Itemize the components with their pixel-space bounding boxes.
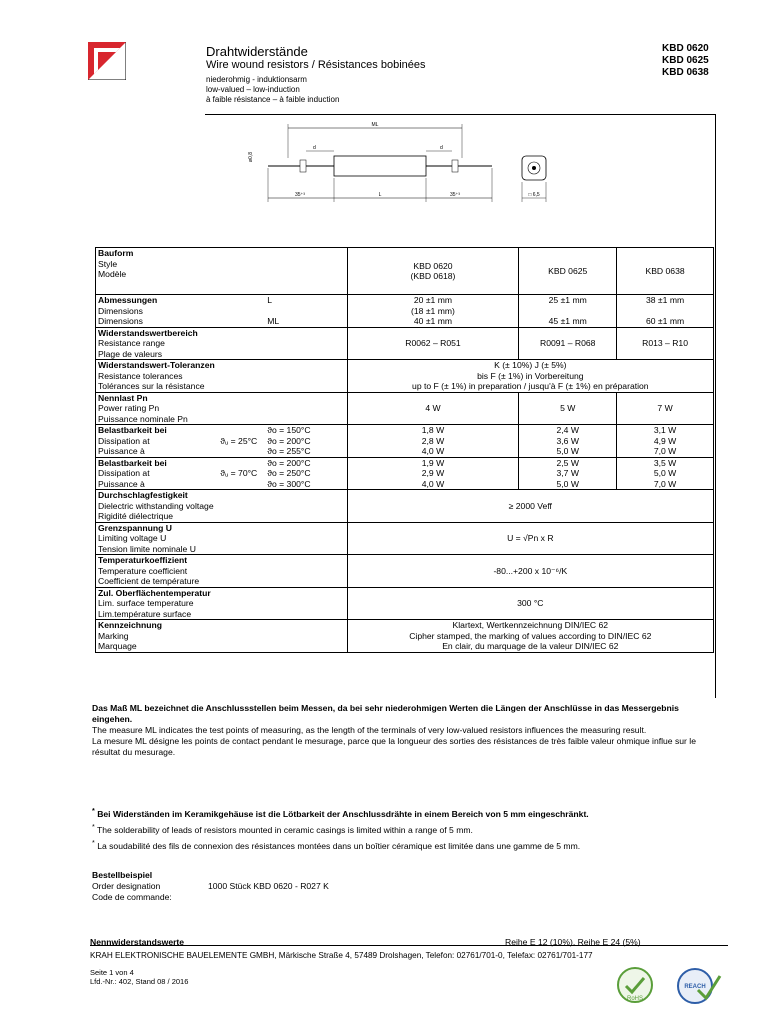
cell-text: 5,0 W	[556, 478, 579, 489]
cell-text: 45 ±1 mm	[548, 316, 587, 326]
cell: KBD 0638	[617, 248, 714, 295]
row-label-en: Lim. surface temperature	[98, 598, 194, 608]
solder-note	[92, 806, 714, 852]
cell	[265, 295, 347, 328]
cell: U = √Pn x R	[347, 522, 713, 555]
frame-right-line	[715, 114, 716, 698]
row-label: Durchschlagfestigkeit	[98, 490, 188, 500]
cell: R013 – R10	[617, 327, 714, 360]
row-label: Widerstandswertbereich	[98, 327, 198, 338]
cell-text: 4,0 W	[421, 446, 445, 456]
cell-text: 38 ±1 mm	[645, 295, 685, 305]
cell-text: 3,5 W	[653, 457, 677, 468]
row-label-fr: Coefficient de température	[98, 576, 200, 586]
cell-text: 25 ±1 mm	[548, 295, 587, 305]
desc-fr: à faible résistance – à faible induction	[206, 95, 340, 104]
row-label-en: Style	[98, 258, 118, 269]
row-label-en: Resistance tolerances	[98, 370, 183, 381]
cell-text: Klartext, Wertkennzeichnung DIN/IEC 62	[452, 620, 609, 630]
product-code: KBD 0638	[662, 67, 709, 78]
cell	[347, 457, 519, 490]
series-label: Reihe E 12 (10%), Reihe E 24 (5%)	[505, 937, 641, 947]
cell: -80...+200 x 10⁻⁶/K	[347, 555, 713, 588]
row-label-en: Power rating Pn	[98, 403, 160, 413]
row-label: Zul. Oberflächentemperatur	[98, 587, 211, 598]
product-codes	[662, 43, 709, 79]
table-row	[96, 392, 714, 425]
cell	[265, 425, 347, 458]
table-row	[96, 327, 714, 360]
cell: KBD 0625	[519, 248, 617, 295]
lead-right-label: 35⁺³	[450, 192, 460, 198]
cell	[96, 522, 348, 555]
product-code: KBD 0620	[662, 43, 709, 54]
row-label-fr: Plage de valeurs	[98, 348, 163, 359]
nominal-values-label: Nennwiderstandswerte	[90, 937, 185, 947]
cell	[347, 360, 713, 393]
page-subtitle: Wire wound resistors / Résistances bobinées	[206, 59, 426, 71]
table-row	[96, 522, 714, 555]
rohs-icon	[616, 966, 654, 1004]
page-title: Drahtwiderstände	[206, 44, 308, 59]
cell-text: ϑo = 250°C	[267, 468, 311, 478]
cell: R0062 – R051	[347, 327, 519, 360]
reach-icon	[676, 966, 724, 1006]
footnote-marker: *	[92, 807, 95, 815]
row-label-en: Limiting voltage U	[98, 533, 167, 543]
row-label-en: Dimensions	[98, 305, 143, 316]
cell	[347, 620, 713, 653]
cell: R0091 – R068	[519, 327, 617, 360]
row-label: Temperaturkoeffizient	[98, 555, 188, 565]
cell-empty	[265, 248, 347, 295]
cell-text: Cipher stamped, the marking of values according to DIN/IEC 62	[409, 630, 652, 641]
footnote-marker: *	[92, 822, 95, 831]
reach-badge	[676, 966, 724, 1011]
row-label-en: Marking	[98, 630, 129, 641]
cell	[96, 490, 348, 523]
d-left-label: d	[313, 145, 316, 151]
product-code: KBD 0625	[662, 55, 709, 66]
row-label-fr: Puissance nominale Pn	[98, 413, 188, 424]
row-label: Nennlast Pn	[98, 392, 148, 403]
cell	[96, 555, 348, 588]
solder-note-fr: La soudabilité des fils de connexion des résistances montées dans un boîtier céramique est limitée dans une gamme de 5 mm.	[97, 840, 581, 851]
end-dim-label: □ 6,5	[528, 192, 540, 198]
row-label-fr: Lim.température surface	[98, 608, 192, 619]
table-row	[96, 425, 714, 458]
cell	[519, 425, 617, 458]
cell: 300 °C	[347, 587, 713, 620]
cell: 4 W	[347, 392, 519, 425]
cell: 7 W	[617, 392, 714, 425]
cell	[96, 587, 348, 620]
cell-text: 7,0 W	[653, 478, 677, 489]
cell-text: KBD 0620	[413, 260, 453, 271]
cell-text: 2,5 W	[556, 457, 579, 468]
row-label-en: Dissipation at	[98, 468, 150, 478]
row-label: Grenzspannung U	[98, 522, 173, 533]
ml-note-fr: La mesure ML désigne les points de contact pendant le mesurage, parce que la longueur des sorties des résistances de très faible valeur ohmique influe sur le résultat du mesurage.	[92, 736, 696, 757]
frame-top-line	[205, 114, 716, 115]
table-row	[96, 587, 714, 620]
spec-table	[95, 247, 714, 653]
l-label: L	[378, 192, 382, 198]
cell-text: 40 ±1 mm	[413, 316, 453, 326]
row-label-en: Resistance range	[98, 338, 165, 348]
order-label-en: Order designation	[92, 881, 161, 891]
cell	[265, 457, 347, 490]
row-label: Abmessungen	[98, 295, 158, 305]
page-info	[90, 968, 188, 986]
cell-text: 2,9 W	[421, 468, 445, 478]
cell-text: bis F (± 1%) in Vorbereitung	[477, 370, 584, 381]
cell-text: ϑo = 150°C	[267, 425, 311, 435]
cell	[519, 295, 617, 328]
company-info: KRAH ELEKTRONISCHE BAUELEMENTE GMBH, Märkische Straße 4, 57489 Drolshagen, Telefon: 02761/701-0, Telefax: 02761/701-177	[90, 951, 593, 960]
row-label: Belastbarkeit bei	[98, 425, 167, 435]
table-row	[96, 248, 714, 295]
cell-text: 3,7 W	[556, 468, 579, 478]
order-value: 1000 Stück KBD 0620 - R027 K	[208, 881, 329, 891]
row-label-fr: Tension limite nominale U	[98, 543, 196, 554]
cell-text: 1,9 W	[421, 457, 445, 468]
cell	[617, 295, 714, 328]
cell-text: ϑo = 300°C	[267, 478, 311, 489]
cell-text: ϑo = 200°C	[267, 435, 311, 446]
cell-text: 20 ±1 mm	[413, 295, 453, 305]
cell-text: K (± 10%) J (± 5%)	[494, 360, 567, 370]
ml-note	[92, 703, 714, 758]
row-label-fr: Marquage	[98, 641, 137, 651]
cell-text: ϑᵤ = 70°C	[220, 468, 258, 478]
table-row	[96, 295, 714, 328]
cell	[347, 295, 519, 328]
cell	[519, 457, 617, 490]
row-label-en: Dielectric withstanding voltage	[98, 500, 214, 511]
table-row	[96, 360, 714, 393]
cell	[96, 327, 348, 360]
resistor-drawing	[200, 118, 580, 212]
cell-text: 4,9 W	[653, 435, 677, 446]
cell-text: 2,4 W	[556, 425, 579, 435]
cell	[96, 425, 266, 458]
cell-text: up to F (± 1%) in preparation / jusqu'à F (± 1%) en préparation	[412, 381, 649, 391]
row-label-fr: Rigidité diélectrique	[98, 511, 173, 521]
order-title: Bestellbeispiel	[92, 870, 153, 880]
cell-text: L	[267, 295, 273, 305]
cell-text: 3,6 W	[556, 435, 579, 446]
cell-text: 60 ±1 mm	[645, 316, 685, 326]
document-ref: Lfd.-Nr.: 402, Stand 08 / 2016	[90, 977, 189, 986]
row-label-fr: Dimensions	[98, 316, 143, 326]
row-label: Bauform	[98, 248, 134, 258]
reach-label: REACH	[684, 984, 706, 990]
table-row	[96, 490, 714, 523]
cell-text: 4,0 W	[421, 478, 445, 489]
ml-note-de: Das Maß ML bezeichnet die Anschlussstellen beim Messen, da bei sehr niederohmigen Werten die Längen der Anschlüsse in das Messergebnis eingehen.	[92, 703, 679, 724]
row-label: Widerstandswert-Toleranzen	[98, 360, 215, 370]
cell-text: ϑo = 255°C	[267, 446, 311, 456]
row-label-fr: Modèle	[98, 269, 127, 279]
row-label-en: Temperature coefficient	[98, 565, 188, 576]
d-right-label: d	[440, 145, 443, 151]
order-example	[92, 870, 714, 903]
cell-text: 5,0 W	[556, 446, 579, 456]
row-label-en: Dissipation at	[98, 435, 150, 446]
cell-text: 5,0 W	[653, 468, 677, 478]
cell-text: ML	[267, 316, 280, 326]
table-row	[96, 555, 714, 588]
cell	[347, 425, 519, 458]
ml-label: ML	[371, 122, 379, 128]
cell-text: En clair, du marquage de la valeur DIN/IEC 62	[442, 641, 619, 651]
page-number: Seite 1 von 4	[90, 968, 134, 977]
solder-note-de: Bei Widerständen im Keramikgehäuse ist die Lötbarkeit der Anschlussdrähte in einem Bereich von 5 mm eingeschränkt.	[97, 808, 589, 819]
desc-en: low-valued – low-induction	[206, 85, 300, 94]
cell-text: (KBD 0618)	[410, 271, 456, 281]
cell-text: ϑo = 200°C	[267, 457, 311, 468]
ml-note-en: The measure ML indicates the test points of measuring, as the length of the terminals of very low-valued resistors influences the measuring result.	[92, 725, 647, 735]
row-label-fr: Puissance à	[98, 478, 145, 489]
row-label-fr: Puissance à	[98, 446, 145, 456]
cell-text: 7,0 W	[653, 446, 677, 456]
cell	[617, 457, 714, 490]
desc-de: niederohmig - induktionsarm	[206, 75, 307, 84]
cell	[96, 620, 348, 653]
lead-left-label: 35⁺³	[295, 192, 305, 198]
cell	[96, 457, 266, 490]
cell	[96, 360, 348, 393]
cell-text: 2,8 W	[421, 435, 445, 446]
footnote-marker: *	[92, 838, 95, 847]
table-row	[96, 457, 714, 490]
cell	[347, 248, 519, 295]
dia-label: ø0,8	[248, 151, 254, 162]
cell-text: 3,1 W	[653, 425, 677, 435]
cell	[617, 425, 714, 458]
rohs-badge	[616, 966, 654, 1009]
cell	[96, 295, 266, 328]
solder-note-en: The solderability of leads of resistors mounted in ceramic casings is limited within a range of 5 mm.	[97, 824, 473, 835]
order-label-fr: Code de commande:	[92, 892, 172, 902]
cell-text: (18 ±1 mm)	[411, 305, 455, 316]
cell-text: 1,8 W	[421, 425, 445, 435]
cell: 5 W	[519, 392, 617, 425]
row-label: Belastbarkeit bei	[98, 457, 167, 468]
company-logo	[88, 42, 126, 80]
cell-text: ϑᵤ = 25°C	[220, 435, 258, 446]
row-label-fr: Tolérances sur la résistance	[98, 381, 205, 391]
rohs-label: RoHS	[626, 996, 644, 1002]
cell: ≥ 2000 Veff	[347, 490, 713, 523]
cell	[96, 392, 348, 425]
table-row	[96, 620, 714, 653]
header-title-block	[206, 44, 425, 105]
row-label: Kennzeichnung	[98, 620, 162, 630]
